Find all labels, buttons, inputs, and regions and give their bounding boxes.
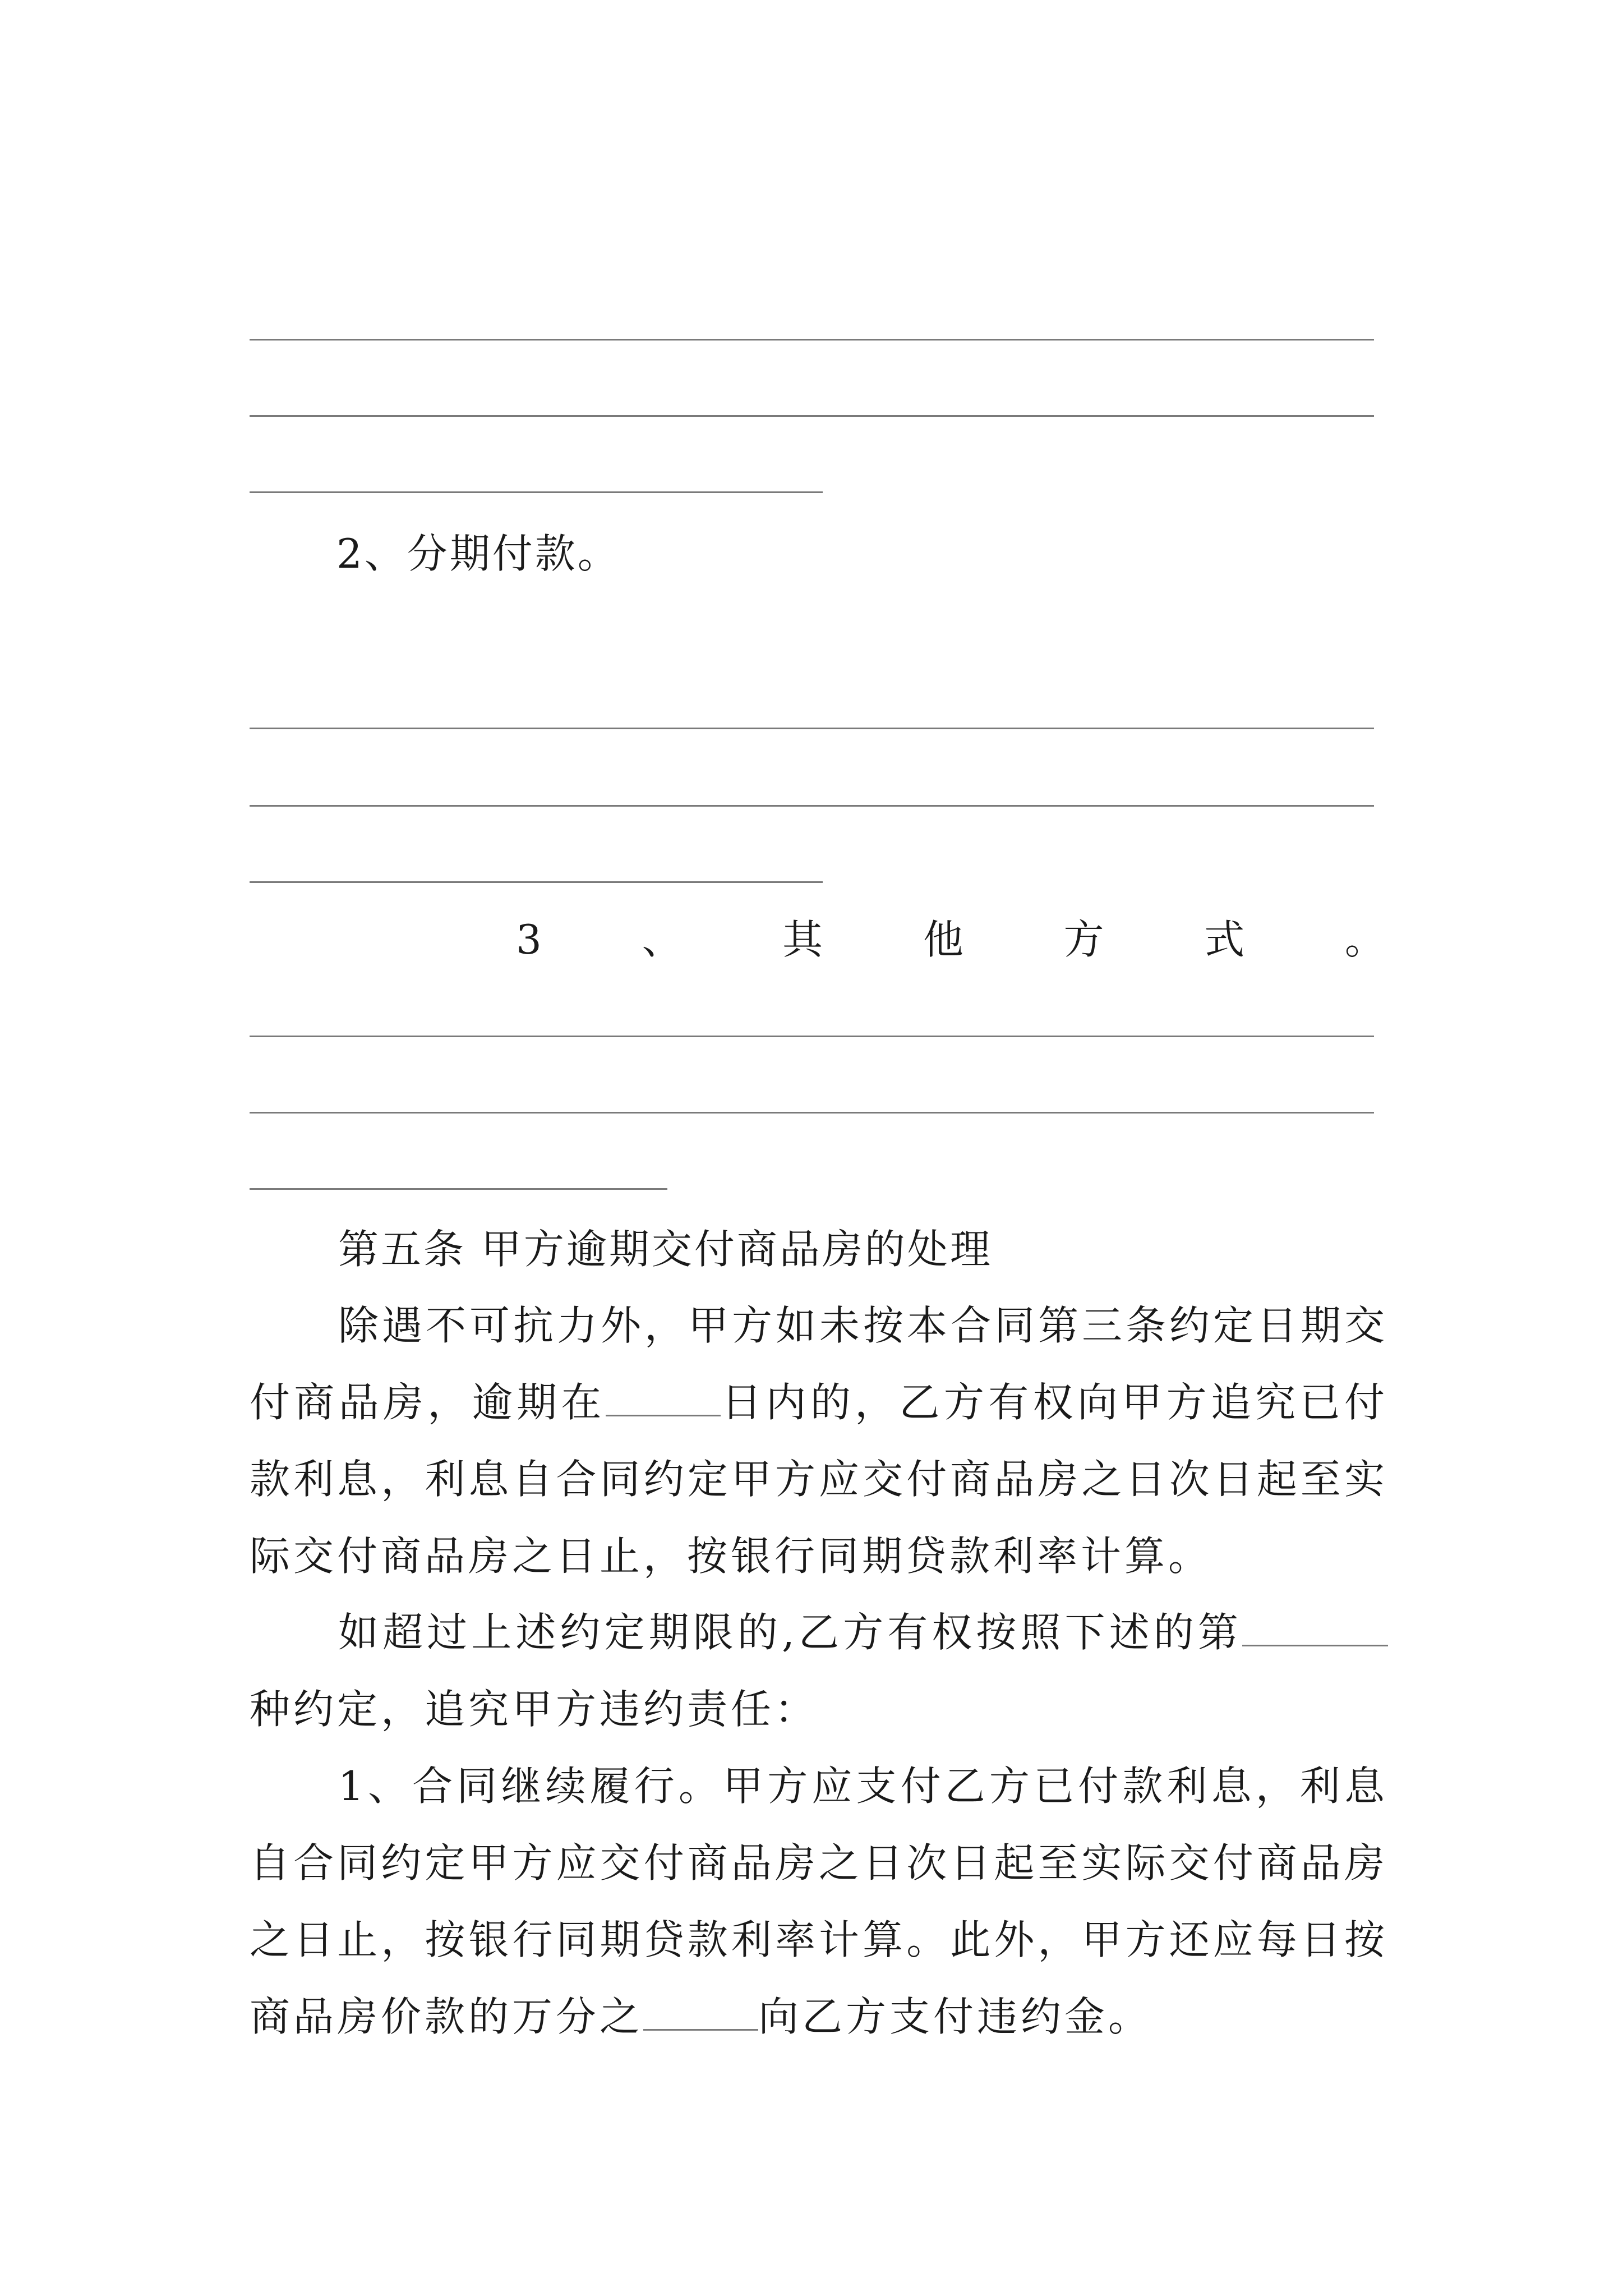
- fill-in-blank-option[interactable]: [1242, 1611, 1388, 1646]
- paragraph-text: 除遇不可抗力外，甲方如未按本合同第三条约定日期交付商品房，逾期在: [250, 1302, 1389, 1426]
- paragraph-text: 向乙方支付违约金。: [758, 1993, 1152, 2040]
- blank-line: [250, 728, 1374, 729]
- article-5-paragraph-3: [250, 1748, 1388, 2055]
- item-3-char: 。: [1344, 916, 1385, 963]
- blank-line: [250, 881, 823, 883]
- item-3-char: 其: [782, 916, 823, 963]
- item-3-char: 他: [923, 916, 963, 963]
- blank-line: [250, 805, 1374, 807]
- blank-line: [250, 339, 1374, 341]
- item-3-char: 、: [642, 916, 683, 963]
- blank-line: [250, 1112, 1374, 1114]
- blank-line: [250, 1036, 1374, 1037]
- article-5-paragraph-2: [250, 1594, 1388, 1748]
- fill-in-blank-rate[interactable]: [643, 1995, 758, 2031]
- blank-line: [250, 491, 823, 493]
- blank-line: [250, 1188, 667, 1190]
- fill-in-blank-days[interactable]: [606, 1381, 721, 1416]
- article-5-paragraph-1: [250, 1287, 1388, 1595]
- item-2-installment: 2、分期付款。: [336, 530, 620, 577]
- paragraph-text: 日内的，乙方有权向甲方追究已付款利息，利息自合同约定甲方应交付商品房之日次日起至实际交付商品房之日止，按银行同期贷款利率计算。: [250, 1379, 1388, 1580]
- paragraph-text: 如超过上述约定期限的,乙方有权按照下述的第: [338, 1609, 1242, 1656]
- article-5-title: 第五条 甲方逾期交付商品房的处理: [338, 1226, 993, 1273]
- item-3-char: 方: [1063, 916, 1104, 963]
- item-3-char: 3: [516, 916, 542, 963]
- item-3-other-method: [516, 914, 1385, 965]
- paragraph-text: 种约定，追究甲方违约责任：: [250, 1686, 819, 1733]
- item-3-char: 式: [1204, 916, 1245, 963]
- paragraph-text: 1、合同继续履行。甲方应支付乙方已付款利息，利息自合同约定甲方应交付商品房之日次日起至实际交付商品房之日止，按银行同期贷款利率计算。此外，甲方还应每日按商品房价款的万分之: [250, 1763, 1388, 2040]
- blank-line: [250, 415, 1374, 417]
